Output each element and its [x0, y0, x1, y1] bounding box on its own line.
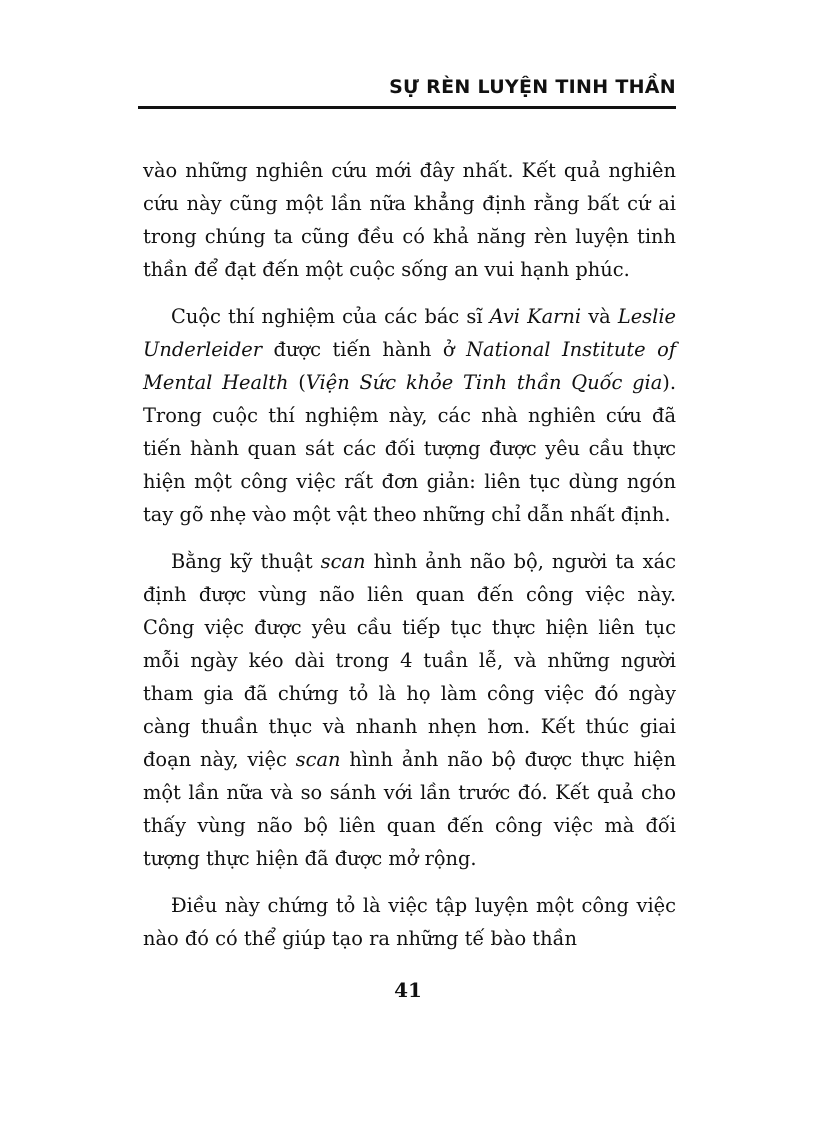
paragraph-3-text-3: hình ảnh não bộ được thực hiện một lần nữa và so sánh với lần trước đó. Kết quả cho thấy vùng não bộ liên quan đến công việc mà đối tượng thực hiện đã được mở rộng. — [143, 748, 676, 870]
page-number: 41 — [394, 978, 422, 1002]
paragraph-3-text-1: Bằng kỹ thuật — [171, 550, 321, 573]
paragraph-2-italic-4: Viện Sức khỏe Tinh thần Quốc gia — [305, 371, 663, 394]
paragraph-4 — [143, 889, 676, 955]
paragraph-3-italic-1: scan — [320, 550, 366, 573]
paragraph-2-text-2: và — [581, 305, 618, 328]
paragraph-3-text-2: hình ảnh não bộ, người ta xác định được vùng não liên quan đến công việc này. Công việc được yêu cầu tiếp tục thực hiện liên tục mỗi ngày kéo dài trong 4 tuần lễ, và những người tham gia đã chứng tỏ là họ làm công việc đó ngày càng thuần thục và nhanh nhẹn hơn. Kết thúc giai đoạn này, việc — [143, 550, 676, 771]
header-rule — [138, 106, 676, 109]
paragraph-2-italic-1: Avi Karni — [489, 305, 582, 328]
paragraph-3-italic-2: scan — [295, 748, 341, 771]
paragraph-4-text: Điều này chứng tỏ là việc tập luyện một công việc nào đó có thể giúp tạo ra những tế bào thần — [143, 894, 676, 950]
paragraph-2-text-4: ( — [288, 371, 306, 394]
paragraph-2-italic-3: National Institute of Mental Health — [143, 338, 676, 394]
running-head-title: SỰ RÈN LUYỆN TINH THẦN — [389, 76, 676, 98]
paragraph-2-text-3: được tiến hành ở — [262, 338, 467, 361]
paragraph-3 — [143, 545, 676, 875]
paragraph-2-text-5: ). Trong cuộc thí nghiệm này, các nhà nghiên cứu đã tiến hành quan sát các đối tượng được yêu cầu thực hiện một công việc rất đơn giản: liên tục dùng ngón tay gõ nhẹ vào một vật theo những chỉ dẫn nhất định. — [143, 371, 677, 526]
paragraph-2-text-1: Cuộc thí nghiệm của các bác sĩ — [171, 305, 490, 328]
paragraph-2-italic-2: Leslie Underleider — [143, 305, 676, 361]
body-text — [143, 154, 676, 955]
paragraph-1-text: vào những nghiên cứu mới đây nhất. Kết quả nghiên cứu này cũng một lần nữa khẳng định rằng bất cứ ai trong chúng ta cũng đều có khả năng rèn luyện tinh thần để đạt đến một cuộc sống an vui hạnh phúc. — [143, 159, 676, 281]
paragraph-2 — [143, 300, 676, 531]
paragraph-1 — [143, 154, 676, 286]
